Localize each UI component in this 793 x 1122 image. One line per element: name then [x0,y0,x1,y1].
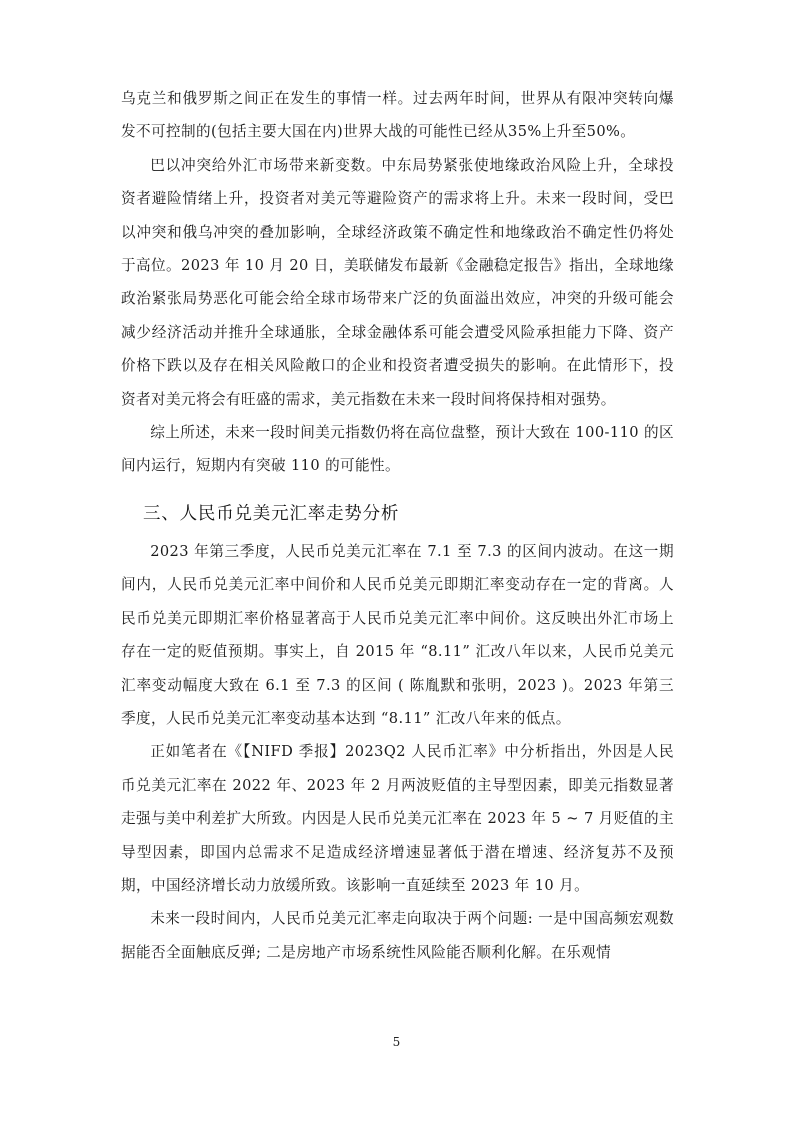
section-heading: 三、人民币兑美元汇率走势分析 [143,503,400,524]
paragraph-continued-conflict: 乌克兰和俄罗斯之间正在发生的事情一样。过去两年时间，世界从有限冲突转向爆发不可控制的(包括主要大国在内)世界大战的可能性已经从35%上升至50%。 [121,90,674,141]
paragraph-israel-palestine-conflict: 巴以冲突给外汇市场带来新变数。中东局势紧张使地缘政治风险上升，全球投资者避险情绪上升，投资者对美元等避险资产的需求将上升。未来一段时间，受巴以冲突和俄乌冲突的叠加影响，全球经济政策不确定性和地缘政治不确定性仍将处于高位。2023 年 10 月 20 日，美联储发布最新《金融稳定报告》指出，全球地缘政治紧张局势恶化可能会给全球市场带来广泛的负面溢出效应，冲突的升级可能会减少经济活动并推升全球通胀，全球金融体系可能会遭受风险承担能力下降、资产价格下跌以及存在相关风险敞口的企业和投资者遭受损失的影响。在此情形下，投资者对美元将会有旺盛的需求，美元指数在未来一段时间将保持相对强势。 [121,156,674,408]
document-page [121,82,674,969]
page-number: 5 [392,1035,401,1049]
paragraph-dollar-index-summary: 综上所述，未来一段时间美元指数仍将在高位盘整，预计大致在 100-110 的区间内运行，短期内有突破 110 的可能性。 [121,424,674,475]
paragraph-rmb-factors: 正如笔者在《【NIFD 季报】2023Q2 人民币汇率》中分析指出，外因是人民币兑美元汇率在 2022 年、2023 年 2 月两波贬值的主导型因素，即美元指数显著走强与美中利差扩大所致。内因是人民币兑美元汇率在 2023 年 5 ~ 7 月贬值的主导型因素，即国内总需求不足造成经济增速显著低于潜在增速、经济复苏不及预期，中国经济增长动力放缓所致。该影响一直延续至 2023 年 10 月。 [121,743,674,894]
paragraph-rmb-q3-trend: 2023 年第三季度，人民币兑美元汇率在 7.1 至 7.3 的区间内波动。在这一期间内，人民币兑美元汇率中间价和人民币兑美元即期汇率变动存在一定的背离。人民币兑美元即期汇率价格显著高于人民币兑美元汇率中间价。这反映出外汇市场上存在一定的贬值预期。事实上，自 2015 年 “8.11” 汇改八年以来，人民币兑美元汇率变动幅度大致在 6.1 至 7.3 的区间 ( 陈胤默和张明，2023 )。2023 年第三季度，人民币兑美元汇率变动基本达到 “8.11” 汇改八年来的低点。 [121,542,674,727]
paragraph-rmb-outlook: 未来一段时间内，人民币兑美元汇率走向取决于两个问题: 一是中国高频宏观数据能否全面触底反弹; 二是房地产市场系统性风险能否顺利化解。在乐观情 [121,910,674,961]
